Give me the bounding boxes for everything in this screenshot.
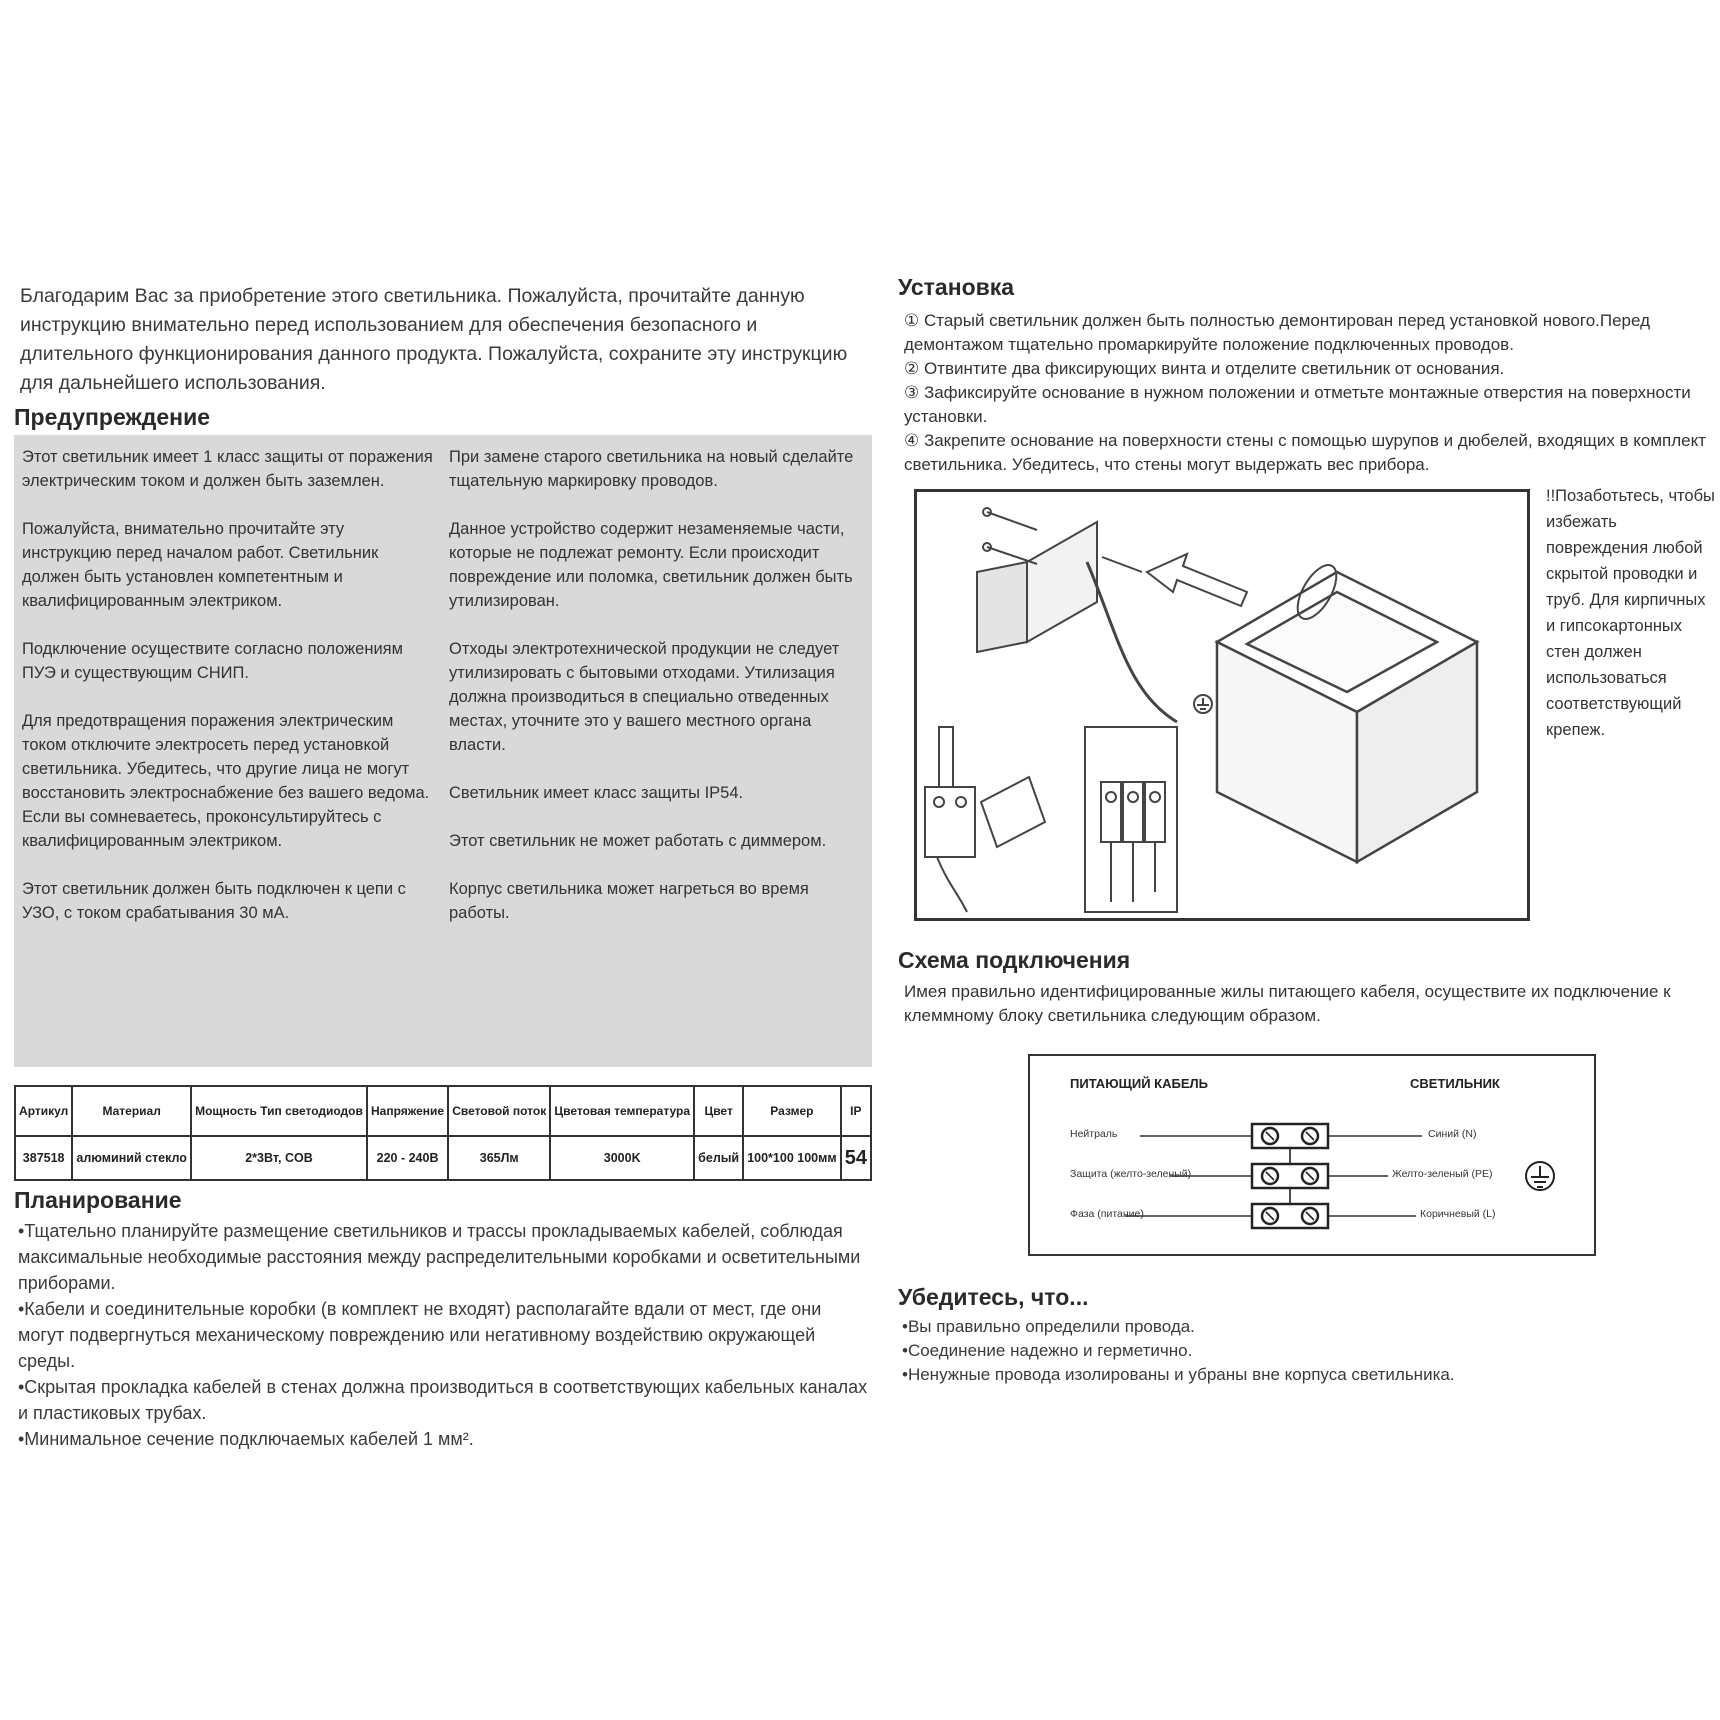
spec-header: Артикул (15, 1086, 72, 1136)
list-item: •Ненужные провода изолированы и убраны вне корпуса светильника. (902, 1365, 1455, 1384)
intro-text: Благодарим Вас за приобретение этого светильника. Пожалуйста, прочитайте данную инструкцию внимательно перед использованием для обеспечения безопасного и длительного функционирования данного продукта. Пожалуйста, сохраните эту инструкцию для дальнейшего использования. (20, 285, 848, 394)
warning-title: Предупреждение (14, 404, 210, 430)
spec-cell: 2*3Вт, COB (191, 1136, 367, 1180)
wire-label-right: Желто-зеленый (PE) (1392, 1168, 1493, 1180)
connection-description: Имея правильно идентифицированные жилы питающего кабеля, осуществите их подключение к клеммному блоку светильника следующим образом. (904, 982, 1671, 1025)
power-cable (1087, 562, 1177, 722)
spec-cell: 387518 (15, 1136, 72, 1180)
side-note: !!Позаботьтесь, чтобы избежать повреждения любой скрытой проводки и труб. Для кирпичных и гипсокартонных стен должен использоваться соответствующий крепеж. (1546, 487, 1715, 739)
ground-icon (1526, 1162, 1554, 1190)
spec-header: Световой поток (448, 1086, 550, 1136)
spec-cell: 365Лм (448, 1136, 550, 1180)
wiring-header-lamp: СВЕТИЛЬНИК (1410, 1076, 1500, 1091)
installation-step: ④ Закрепите основание на поверхности стены с помощью шурупов и дюбелей, входящих в комплект светильника. Убедитесь, что стены могут выдержать вес прибора. (904, 431, 1707, 474)
terminal-block-detail (1085, 727, 1177, 912)
list-item: •Кабели и соединительные коробки (в комплект не входят) располагайте вдали от мест, где они могут подвергнуться механическому повреждению или негативному воздействию окружающей среды. (18, 1299, 822, 1371)
spec-table-row (15, 1136, 871, 1180)
spec-table (14, 1085, 872, 1181)
list-item: •Минимальное сечение подключаемых кабелей 1 мм². (18, 1429, 474, 1449)
warning-box (14, 435, 872, 1067)
wire-label-left: Защита (желто-зеленый) (1070, 1168, 1192, 1180)
warning-left-column (22, 445, 435, 1055)
installation-title: Установка (898, 274, 1015, 300)
installation-area (898, 485, 1714, 925)
connection-title: Схема подключения (898, 947, 1131, 973)
wire-label-right: Синий (N) (1428, 1128, 1477, 1140)
spec-cell: белый (694, 1136, 743, 1180)
installation-step: ① Старый светильник должен быть полностью демонтирован перед установкой нового.Перед демонтажом тщательно промаркируйте положение подключенных проводов. (904, 311, 1651, 354)
installation-steps (904, 309, 1714, 477)
spec-cell-ip: 54 (841, 1136, 871, 1180)
terminal-block-schematic (1030, 1056, 1593, 1253)
warning-paragraph: Пожалуйста, внимательно прочитайте эту инструкцию перед началом работ. Светильник должен быть установлен компетентным и квалифицированным электриком. (22, 520, 379, 610)
wire-label-left: Нейтраль (1070, 1128, 1118, 1140)
spec-header: Материал (72, 1086, 191, 1136)
installation-diagram (914, 489, 1530, 921)
left-column (14, 282, 872, 1452)
list-item: •Вы правильно определили провода. (902, 1317, 1195, 1336)
list-item: •Скрытая прокладка кабелей в стенах должна производиться в соответствующих кабельных каналах и пластиковых трубах. (18, 1377, 868, 1423)
mounting-illustration (917, 492, 1527, 918)
warning-paragraph: Корпус светильника может нагреться во время работы. (449, 880, 809, 922)
warning-paragraph: При замене старого светильника на новый сделайте тщательную маркировку проводов. (449, 448, 854, 490)
planning-title: Планирование (14, 1187, 182, 1213)
spec-cell: 220 - 240В (367, 1136, 448, 1180)
list-item: •Соединение надежно и герметично. (902, 1341, 1193, 1360)
ground-icon (1194, 695, 1212, 713)
warning-paragraph: Отходы электротехнической продукции не следует утилизировать с бытовыми отходами. Утилизация должна производиться в специально отведенных местах, уточните это у вашего местного органа власти. (449, 640, 840, 754)
screwdriver-illustration (925, 727, 1045, 912)
warning-paragraph: Этот светильник не может работать с диммером. (449, 832, 827, 850)
warning-paragraph: Этот светильник должен быть подключен к цепи с УЗО, с током срабатывания 30 мА. (22, 880, 406, 922)
wire-label-right: Коричневый (L) (1420, 1208, 1496, 1220)
arrow-icon (1147, 554, 1247, 606)
warning-paragraph: Подключение осуществите согласно положениям ПУЭ и существующим СНИП. (22, 640, 403, 682)
spec-table-header-row (15, 1086, 871, 1136)
spec-header: Цветовая температура (550, 1086, 694, 1136)
right-column (898, 274, 1714, 1387)
wiring-header-cable: ПИТАЮЩИЙ КАБЕЛЬ (1070, 1076, 1208, 1091)
spec-header: Цвет (694, 1086, 743, 1136)
wire-label-left: Фаза (питание) (1070, 1208, 1144, 1220)
warning-right-column (449, 445, 862, 1055)
installation-step: ② Отвинтите два фиксирующих винта и отделите светильник от основания. (904, 359, 1505, 378)
wiring-diagram (1028, 1054, 1596, 1256)
lamp-box (1217, 572, 1477, 862)
wall-bracket (977, 522, 1097, 652)
spec-cell: 100*100 100мм (743, 1136, 841, 1180)
installation-step: ③ Зафиксируйте основание в нужном положении и отметьте монтажные отверстия на поверхности установки. (904, 383, 1691, 426)
spec-header: Напряжение (367, 1086, 448, 1136)
warning-paragraph: Этот светильник имеет 1 класс защиты от поражения электрическим током и должен быть заземлен. (22, 448, 433, 490)
check-list (902, 1315, 1714, 1387)
spec-header: IP (841, 1086, 871, 1136)
spec-header: Мощность Тип светодиодов (191, 1086, 367, 1136)
spec-cell: 3000K (550, 1136, 694, 1180)
check-title: Убедитесь, что... (898, 1284, 1089, 1310)
terminal-icon (1252, 1124, 1328, 1228)
warning-paragraph: Для предотвращения поражения электрическим током отключите электросеть перед установкой светильника. Убедитесь, что другие лица не могут восстановить электроснабжение без вашего ведома. Если вы сомневаетесь, проконсультируйтесь с квалифицированным электриком. (22, 712, 430, 850)
planning-list (18, 1218, 872, 1452)
warning-paragraph: Светильник имеет класс защиты IP54. (449, 784, 744, 802)
spec-cell: алюминий стекло (72, 1136, 191, 1180)
warning-paragraph: Данное устройство содержит незаменяемые части, которые не подлежат ремонту. Если происходит повреждение или поломка, светильник должен быть утилизирован. (449, 520, 853, 610)
list-item: •Тщательно планируйте размещение светильников и трассы прокладываемых кабелей, соблюдая максимальные необходимые расстояния между распределительными коробками и осветительными приборами. (18, 1221, 861, 1293)
spec-header: Размер (743, 1086, 841, 1136)
